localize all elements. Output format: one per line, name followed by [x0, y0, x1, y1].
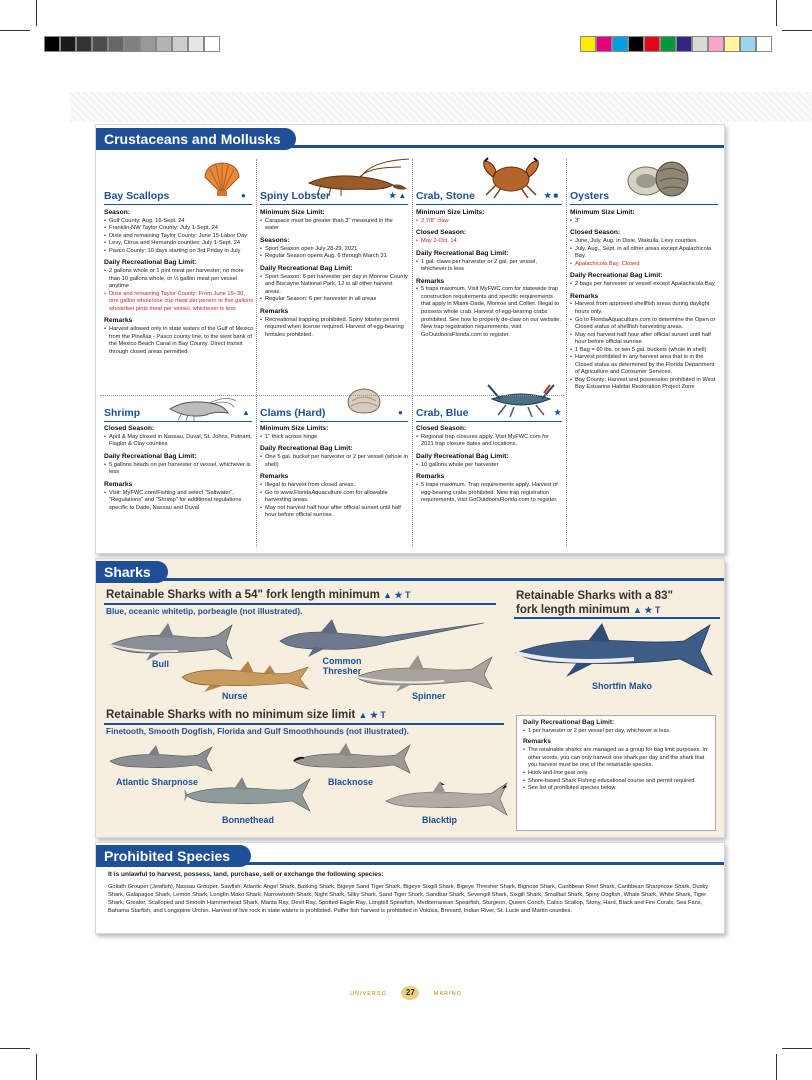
list-item: • Hook-and-line gear only. [523, 770, 709, 778]
list-item: • 5 gallons heads on per harvester or vessel, whichever is less [104, 462, 254, 477]
list-item: • 5 traps maximum. Visit MyFWC.com for statewide trap construction requirements and specific requirements that apply in Miami-Dade, Monroe and Collier. Illegal to possess whole crab. Harvest of egg-bearing crabs prohibited. See how to properly de-claw on our website. New trap registration requirements, visit GoOutdoorsFlorida.com to register. [416, 286, 562, 339]
stone-crab-details [416, 205, 562, 339]
clam-illustration [346, 387, 382, 417]
bag-heading: Daily Recreational Bag Limit: [416, 452, 509, 460]
remarks-heading: Remarks [104, 480, 133, 488]
blue-crab-title: Crab, Blue [416, 407, 469, 419]
list-item: • Regular Season: 6 per harvester in all areas [260, 296, 408, 304]
remarks-heading: Remarks [523, 738, 551, 746]
group83-title-line2: fork length minimum [516, 604, 630, 617]
footer-right: MARINO [433, 991, 462, 997]
registration-swatch [44, 36, 60, 52]
group54-subtitle: Blue, oceanic whitetip, porbeagle (not illustrated). [106, 606, 303, 616]
crustaceans-panel [95, 124, 725, 554]
seasons-heading: Seasons: [260, 236, 290, 244]
shark-label-blacktip: Blacktip [422, 815, 458, 825]
prohibited-lead: It is unlawful to harvest, possess, land, purchase, sell or exchange the following species: [108, 871, 384, 878]
group54-title-text: Retainable Sharks with a 54" fork length minimum [106, 589, 380, 601]
blue-crab-details [416, 421, 562, 505]
registration-swatch [628, 36, 644, 52]
gray-registration-bar [44, 36, 220, 52]
prohibited-panel [95, 842, 725, 934]
remarks-heading: Remarks [570, 292, 599, 300]
sharks-info-box [516, 715, 716, 831]
list-item: • 2 gallons whole or 1 pint meat per harvester; no more than 10 gallons whole, or ½ gallon meat per vessel anytime [104, 268, 254, 291]
list-item: • Apalachicola Bay: Closed [570, 261, 720, 269]
list-item: • 10 gallons whole per harvester [416, 462, 562, 470]
row-divider [100, 395, 564, 396]
list-item: • Visit: MyFWC.com/Fishing and select "Saltwater", "Regulations" and "Shrimp" for additional regulations specific to Dade, Nassau and Duval [104, 490, 254, 513]
list-item: • Regular Season opens Aug. 6 through March 31 [260, 253, 408, 261]
list-item: • Bay County: Harvest and possession prohibited in West Bay Estuarine Habitat Restoration Project Zone [570, 377, 720, 392]
nomin-rule [104, 723, 504, 725]
size-heading: Minimum Size Limit: [570, 209, 635, 216]
registration-swatch [140, 36, 156, 52]
thresher-shark-illustration [278, 619, 488, 659]
list-item: • Shore-based Shark Fishing educational course and permit required. [523, 778, 709, 786]
remarks-heading: Remarks [104, 317, 133, 325]
shrimp-title: Shrimp [104, 407, 141, 419]
registration-swatch [708, 36, 724, 52]
stone-crab-title: Crab, Stone [416, 190, 475, 202]
list-item: • Dixie and remaining Taylor County: From June 15–30, one gallon whole/one cup meat per person or five gallons whole/two pints meat per vessel, whichever is less [104, 291, 254, 314]
registration-swatch [60, 36, 76, 52]
list-item: • 3" [570, 218, 720, 226]
blacknose-illustration [292, 743, 412, 775]
bag-heading: Daily Recreational Bag Limit: [104, 259, 197, 267]
prohibited-list: Goliath Grouper (Jewfish), Nassau Grouper, Sawfish, Atlantic Angel Shark, Basking Shark, Bigeye Sand Tiger Shark, Bigeye Sixgill Shark, Bigeye Thresher Shark, Bignose Shark, Caribbean Reef Shark, Caribbean Sharpnose Shark, Dusky Shark, Galapagos Shark, Lemon Shark, Longfin Mako Shark, Narrowtooth Shark, Night Shark, Silky Shark, Sand Tiger Shark, Sandbar Shark, Sevengill Shark, Sixgill Shark, Smalltail Shark, Spiny Dogfish, Whale Shark, White Shark, Tiger Shark, Greater, Scalloped and Smooth Hammerhead Shark, Manta Ray, Devil Ray, Spotted Eagle Ray, Longbill Spearfish, Mediterranean Spearfish, Sturgeon, Queen Conch, Calico Scallop, Stony, Hard, Black and Fire Corals, Sea Fans, Bahama Starfish, and Longspine Urchin. Harvest of live rock in state waters is prohibited. Puffer fish harvest is prohibited in Volusia, Brevard, Indian River, St. Lucie and Martin counties. [108, 884, 709, 915]
registration-swatch [580, 36, 596, 52]
closed-heading: Closed Season: [416, 425, 467, 432]
shrimp-details [104, 421, 254, 512]
oysters-title: Oysters [570, 190, 610, 202]
section-rule [96, 578, 724, 581]
registration-swatch [204, 36, 220, 52]
crop-mark [36, 0, 37, 26]
mako-shark-illustration [514, 623, 714, 679]
list-item: • May 2-Oct. 14 [416, 238, 562, 246]
list-item: • April & May closed in Nassau, Duval, St. Johns, Putnam, Flagler & Clay counties [104, 434, 254, 449]
remarks-heading: Remarks [416, 473, 445, 481]
bag-heading: Daily Recreational Bag Limit: [260, 264, 353, 272]
crop-mark [776, 0, 777, 26]
stone-crab-illustration [476, 155, 546, 199]
size-heading: Minimum Size Limit: [260, 209, 325, 216]
bag-heading: Daily Recreational Bag Limit: [260, 445, 353, 453]
shark-label-shortfin-mako: Shortfin Mako [592, 681, 652, 691]
closed-heading: Closed Season: [104, 425, 155, 432]
list-item: • Sport Season: 6 per harvester per day in Monroe County and Biscayne National Park, 12 in all other harvest areas. [260, 274, 408, 297]
registration-swatch [172, 36, 188, 52]
shark-label-spinner: Spinner [412, 691, 446, 701]
list-item: • 1" thick across hinge [260, 434, 408, 442]
group54-symbols: ▲ ★ T [383, 590, 411, 600]
list-item: • Gulf County: Aug. 16-Sept. 24 [104, 218, 254, 226]
list-item: • May not harvest half hour after official sunset until half hour before official sunrise. [570, 332, 720, 347]
registration-swatch [740, 36, 756, 52]
nurse-shark-illustration [180, 657, 310, 693]
bay-scallops-title: Bay Scallops [104, 190, 170, 202]
list-item: • 1 per harvester or 2 per vessel per day, whichever is less. [523, 728, 709, 736]
page-footer [0, 986, 812, 1000]
page-number: 27 [405, 988, 415, 997]
list-item: • Levy, Citrus and Hernando counties: July 1-Sept. 24 [104, 240, 254, 248]
list-item: • July, Aug., Sept. in all other areas except Apalachicola Bay. [570, 246, 720, 261]
list-item: • Harvest allowed only in state waters of the Gulf of Mexico from the Pinellas - Pasco county line, to the west bank of the Mexico Beach Canal in Bay County. Direct transit through closed areas permitted. [104, 326, 254, 356]
size-heading: Minimum Size Limits: [260, 425, 329, 432]
list-item: • 2 7/8" claw [416, 218, 562, 226]
remarks-heading: Remarks [260, 473, 289, 481]
list-item: • Regional trap closures apply. Visit MyFWC.com for 2021 trap closure dates and locations. [416, 434, 562, 449]
list-item: • See list of prohibited species below. [523, 785, 709, 793]
page-number-badge [401, 986, 419, 1000]
column-divider [412, 159, 413, 547]
color-registration-bar [580, 36, 772, 52]
registration-swatch [756, 36, 772, 52]
list-item: • Go to FloridaAquaculture.com to determine the Open or Closed status of shellfish harvesting areas. [570, 317, 720, 332]
bay-scallops-details [104, 205, 254, 356]
list-item: • Go to www.FloridaAquaculture.com for allowable harvesting areas. [260, 490, 408, 505]
spiny-lobster-details [260, 205, 408, 339]
list-item: • Pasco County: 10 days starting on 3rd Friday in July [104, 248, 254, 256]
registration-swatch [156, 36, 172, 52]
crop-mark [776, 1054, 777, 1080]
list-item: • Recreational trapping prohibited. Spiny lobster permit required when license required. Harvest of egg-bearing females prohibited. [260, 317, 408, 340]
group54-rule [104, 603, 496, 605]
list-item: • Franklin-NW Taylor County: July 1-Sept. 24 [104, 225, 254, 233]
shark-label-atlantic-sharpnose: Atlantic Sharpnose [116, 777, 199, 787]
registration-swatch [612, 36, 628, 52]
clams-title: Clams (Hard) [260, 407, 326, 419]
closed-heading: Closed Season: [416, 229, 467, 237]
crop-mark [0, 1048, 30, 1049]
nomin-title-text: Retainable Sharks with no minimum size limit [106, 709, 356, 721]
list-item: • Harvest prohibited in any harvest area that is in the Closed status as determined by the Florida Department of Agriculture and Consumer Services. [570, 354, 720, 377]
registration-swatch [644, 36, 660, 52]
group83-title [516, 589, 673, 618]
nomin-symbols: ▲ ★ T [358, 710, 386, 720]
section-header-sharks: Sharks [96, 561, 168, 583]
list-item: • One 5 gal. bucket per harvester or 2 per vessel (whole in shell) [260, 454, 408, 469]
crop-mark [0, 30, 30, 31]
list-item: • Carapace must be greater than 3" measured in the water [260, 218, 408, 233]
crop-mark [36, 1054, 37, 1080]
spinner-shark-illustration [354, 655, 494, 693]
atlantic-sharpnose-illustration [108, 745, 213, 775]
shrimp-illustration [166, 397, 236, 421]
group83-symbols: ▲ ★ T [632, 605, 661, 616]
shark-label-nurse: Nurse [222, 691, 248, 701]
size-heading: Minimum Size Limits: [416, 209, 485, 216]
section-header-crustaceans: Crustaceans and Mollusks [96, 128, 296, 150]
list-item: • Illegal to harvest from closed areas. [260, 482, 408, 490]
nomin-title [106, 709, 386, 721]
list-item: • Dixie and remaining Taylor County: June 15-Labor Day [104, 233, 254, 241]
crop-mark [782, 1048, 812, 1049]
list-item: • 1 Bag = 60 lbs. or two 5 gal. buckets (whole in shell) [570, 347, 720, 355]
season-heading: Season: [104, 209, 131, 216]
scallop-illustration [202, 161, 242, 197]
registration-swatch [76, 36, 92, 52]
bag-heading: Daily Recreational Bag Limit: [104, 452, 197, 460]
registration-swatch [692, 36, 708, 52]
registration-swatch [596, 36, 612, 52]
registration-swatch [724, 36, 740, 52]
group83-title-line1: Retainable Sharks with a 83" [516, 590, 673, 602]
page-texture-band [70, 92, 812, 122]
list-item: • Sport Season open July 28-29, 2021 [260, 246, 408, 254]
section-header-prohibited: Prohibited Species [96, 845, 251, 867]
shark-label-common-thresher: Common Thresher [322, 656, 362, 676]
stone-crab-symbol: ★ ■ [544, 191, 559, 200]
clams-symbol: ● [398, 408, 403, 417]
column-divider [566, 159, 567, 547]
registration-swatch [124, 36, 140, 52]
sharks-panel [95, 558, 725, 838]
shark-label-bonnethead: Bonnethead [222, 815, 275, 825]
list-item: • May not harvest half hour after official sunset until half hour before official sunrise. [260, 505, 408, 520]
bay-scallops-symbol: ● [241, 191, 246, 200]
crop-mark [782, 30, 812, 31]
bonnethead-illustration [182, 777, 312, 813]
bag-heading: Daily Recreational Bag Limit: [523, 719, 615, 726]
registration-swatch [660, 36, 676, 52]
group54-title [106, 589, 411, 601]
column-divider [256, 159, 257, 547]
oysters-details [570, 205, 720, 392]
list-item: • Harvest from approved shellfish areas during daylight hours only. [570, 301, 720, 316]
remarks-heading: Remarks [260, 307, 289, 315]
group83-title-line2-wrap [516, 603, 673, 617]
remarks-heading: Remarks [416, 277, 445, 285]
bag-heading: Daily Recreational Bag Limit: [416, 249, 509, 257]
nomin-subtitle: Finetooth, Smooth Dogfish, Florida and Gulf Smoothhounds (not illustrated). [106, 726, 409, 736]
registration-swatch [188, 36, 204, 52]
blue-crab-symbol: ★ [554, 408, 562, 417]
blue-crab-illustration [486, 381, 556, 419]
registration-swatch [92, 36, 108, 52]
spiny-lobster-symbol: ★ ▲ [389, 191, 407, 200]
oysters-illustration [624, 159, 694, 199]
footer-left: UNIVERSO [350, 991, 387, 997]
bag-heading: Daily Recreational Bag Limit: [570, 272, 663, 280]
group83-rule [514, 617, 720, 619]
closed-heading: Closed Season: [570, 229, 621, 237]
shark-label-bull: Bull [152, 659, 169, 669]
list-item: • 1 gal. claws per harvester or 2 gal. per vessel, whichever is less [416, 259, 562, 274]
shrimp-symbol: ▲ [242, 408, 250, 417]
blacktip-illustration [384, 781, 509, 817]
clams-details [260, 421, 408, 520]
list-item: • 5 traps maximum. Trap requirements apply. Harvest of egg-bearing crabs prohibited. New trap registration requirements, visit GoOutdoorsFlorida.com to register. [416, 482, 562, 505]
list-item: • The retainable sharks are managed as a group for bag limit purposes. In other words, you can only harvest one shark per day and the shark that you harvest must be one of the retainable species. [523, 747, 709, 770]
shark-label-blacknose: Blacknose [328, 777, 374, 787]
registration-swatch [676, 36, 692, 52]
registration-swatch [108, 36, 124, 52]
spiny-lobster-title: Spiny Lobster [260, 190, 331, 202]
list-item: • 2 bags per harvester or vessel except Apalachicola Bay [570, 281, 720, 289]
list-item: • June, July, Aug. in Dixie, Wakulla, Levy counties. [570, 238, 720, 246]
